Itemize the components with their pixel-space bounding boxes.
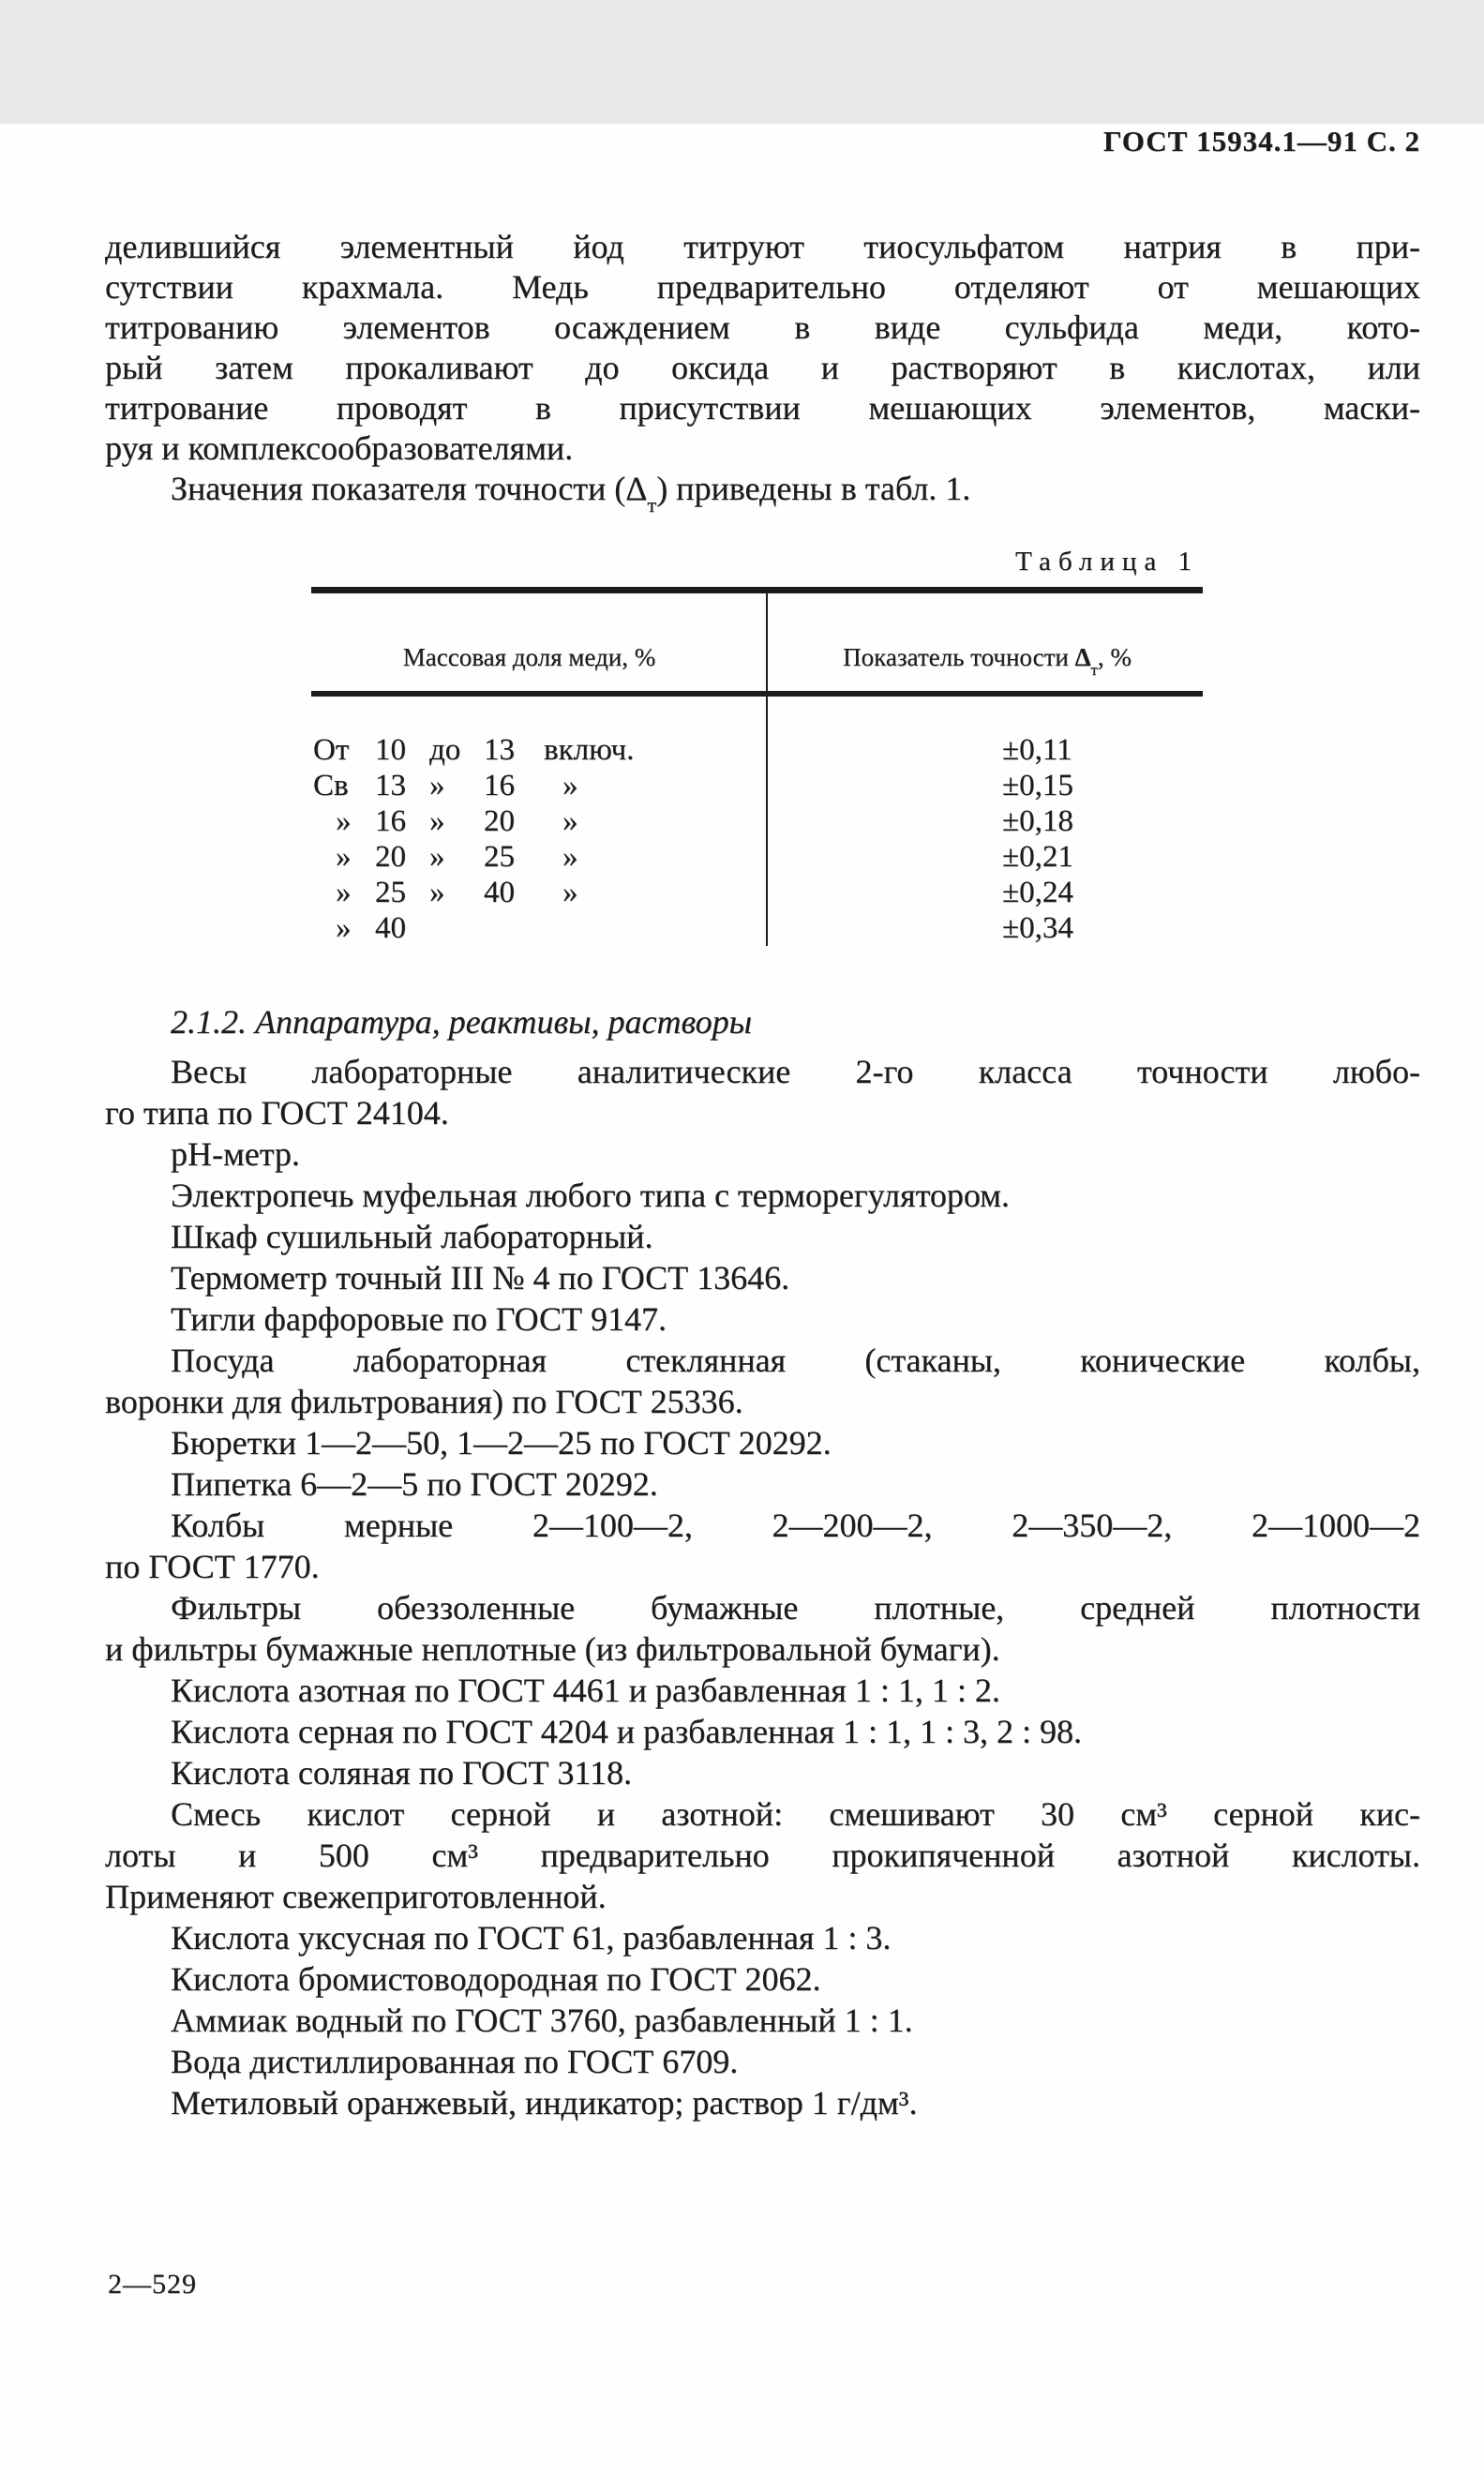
ditto-mark: » <box>429 804 445 838</box>
delta-symbol: Δ <box>1074 643 1091 671</box>
ditto-mark: » <box>336 804 352 838</box>
section-heading: 2.1.2. Аппаратура, реактивы, растворы <box>171 1003 752 1041</box>
range-token: 13 <box>375 769 406 802</box>
accuracy-value-cell: ±0,11 <box>1002 733 1072 767</box>
accuracy-value-cell: ±0,34 <box>1002 911 1073 945</box>
range-token: 40 <box>484 876 515 909</box>
ditto-mark: » <box>562 769 578 802</box>
mass-fraction-cell <box>311 732 766 768</box>
equipment-item <box>105 1670 1420 1711</box>
table-body <box>311 697 1203 946</box>
text-line: Кислота серная по ГОСТ 4204 и разбавленная 1 : 1, 1 : 3, 2 : 98. <box>171 1713 1083 1750</box>
equipment-item <box>105 1958 1420 2000</box>
text-line: Весы лабораторные аналитические 2-го класса точности любо- <box>171 1053 1420 1090</box>
header-text-pre: Показатель точности <box>843 643 1075 671</box>
equipment-item <box>105 1463 1420 1505</box>
range-token: 16 <box>484 769 515 802</box>
text-line: по ГОСТ 1770. <box>105 1548 320 1585</box>
text-line: рН-метр. <box>171 1135 300 1173</box>
text-line: воронки для фильтрования) по ГОСТ 25336. <box>105 1383 743 1420</box>
table-row <box>311 839 1203 875</box>
text-line: руя и комплексообразователями. <box>105 429 574 467</box>
text-line: делившийся элементный йод титруют тиосульфатом натрия в при- <box>105 228 1420 265</box>
accuracy-value-cell: ±0,24 <box>1002 876 1073 909</box>
table-row <box>311 875 1203 910</box>
ditto-mark: » <box>429 840 445 874</box>
column-header-accuracy <box>766 593 1203 691</box>
text-line: Кислота азотная по ГОСТ 4461 и разбавленная 1 : 1, 1 : 2. <box>171 1672 1000 1709</box>
ditto-mark: » <box>429 876 445 909</box>
text-line: Термометр точный III № 4 по ГОСТ 13646. <box>171 1259 790 1297</box>
text-line: Электропечь муфельная любого типа с терморегулятором. <box>171 1177 1010 1214</box>
table-1 <box>311 545 1203 946</box>
text-line: Смесь кислот серной и азотной: смешивают 30 см³ серной кис- <box>171 1795 1420 1833</box>
range-token: 25 <box>484 840 515 874</box>
column-header-mass-fraction: Массовая доля меди, % <box>402 643 656 671</box>
doc-number: ГОСТ 15934.1—91 С. 2 <box>1102 125 1420 157</box>
equipment-item <box>105 1505 1420 1587</box>
equipment-item <box>105 1133 1420 1175</box>
range-token: 20 <box>375 840 406 874</box>
text-line: сутствии крахмала. Медь предварительно отделяют от мешающих <box>105 268 1420 306</box>
accuracy-value-cell: ±0,21 <box>1002 840 1073 874</box>
equipment-item <box>105 1752 1420 1793</box>
equipment-item <box>105 1711 1420 1752</box>
delta-subscript: т <box>647 493 657 517</box>
mass-fraction-cell <box>311 875 766 910</box>
range-token: Св <box>313 769 349 802</box>
table-header-row <box>311 593 1203 691</box>
table-column-divider <box>766 593 768 946</box>
equipment-item <box>105 1422 1420 1463</box>
text-line: рый затем прокаливают до оксида и растворяют в кислотах, или <box>105 349 1420 386</box>
equipment-item <box>105 1051 1420 1133</box>
range-token: 20 <box>484 804 515 838</box>
mass-fraction-cell <box>311 839 766 875</box>
text-line: го типа по ГОСТ 24104. <box>105 1094 449 1132</box>
accuracy-table <box>311 587 1203 946</box>
table-caption: Таблица 1 <box>1014 547 1199 577</box>
text-line: Кислота уксусная по ГОСТ 61, разбавленная 1 : 3. <box>171 1919 892 1957</box>
table-row <box>311 732 1203 768</box>
ditto-mark: » <box>336 876 352 909</box>
text-line: и фильтры бумажные неплотные (из фильтровальной бумаги). <box>105 1630 1000 1668</box>
page-header <box>105 124 1420 159</box>
equipment-item <box>105 2000 1420 2041</box>
text-line: Применяют свежеприготовленной. <box>105 1878 607 1915</box>
text-line: Бюретки 1—2—50, 1—2—25 по ГОСТ 20292. <box>171 1424 832 1462</box>
range-token: 40 <box>375 911 406 945</box>
accuracy-text-pre: Значения показателя точности (Δ <box>171 470 648 507</box>
mass-fraction-cell <box>311 768 766 803</box>
text-line: Посуда лабораторная стеклянная (стаканы, конические колбы, <box>171 1342 1420 1379</box>
text-line: титрование проводят в присутствии мешающих элементов, маски- <box>105 389 1420 427</box>
text-line: Аммиак водный по ГОСТ 3760, разбавленный 1 : 1. <box>171 2002 913 2039</box>
table-row <box>311 768 1203 803</box>
equipment-item <box>105 1917 1420 1958</box>
equipment-item <box>105 1175 1420 1216</box>
intro-paragraph <box>105 227 1420 469</box>
document-page <box>0 124 1484 2474</box>
range-token: От <box>313 733 350 767</box>
ditto-mark: » <box>429 769 445 802</box>
header-delta-subscript: т <box>1090 661 1098 680</box>
text-line: Вода дистиллированная по ГОСТ 6709. <box>171 2043 739 2080</box>
range-token: 10 <box>375 733 406 767</box>
text-line: Кислота бромистоводородная по ГОСТ 2062. <box>171 1960 821 1998</box>
text-line: Фильтры обеззоленные бумажные плотные, средней плотности <box>171 1589 1420 1627</box>
accuracy-paragraph <box>105 469 1420 517</box>
ditto-mark: » <box>562 840 578 874</box>
mass-fraction-cell <box>311 803 766 839</box>
equipment-item <box>105 1216 1420 1257</box>
text-line: лоты и 500 см³ предварительно прокипяченной азотной кислоты. <box>105 1837 1420 1874</box>
range-token: 16 <box>375 804 406 838</box>
equipment-list <box>105 1051 1420 2123</box>
text-line: Шкаф сушильный лабораторный. <box>171 1218 653 1255</box>
text-line: Метиловый оранжевый, индикатор; раствор 1 г/дм³. <box>171 2084 918 2122</box>
equipment-item <box>105 1793 1420 1917</box>
range-token: включ. <box>544 733 635 767</box>
equipment-item <box>105 1340 1420 1422</box>
table-row <box>311 803 1203 839</box>
mass-fraction-cell <box>311 910 766 946</box>
text-line: титрованию элементов осаждением в виде сульфида меди, кото- <box>105 308 1420 346</box>
text-line: Тигли фарфоровые по ГОСТ 9147. <box>171 1300 667 1338</box>
ditto-mark: » <box>336 911 352 945</box>
page-footer: 2—529 <box>108 2269 197 2300</box>
equipment-item <box>105 2041 1420 2082</box>
accuracy-value-cell: ±0,15 <box>1002 769 1073 802</box>
range-token: 25 <box>375 876 406 909</box>
range-token: 13 <box>484 733 515 767</box>
equipment-item <box>105 1257 1420 1298</box>
ditto-mark: » <box>336 840 352 874</box>
accuracy-text-post: ) приведены в табл. 1. <box>656 470 971 507</box>
text-line: Колбы мерные 2—100—2, 2—200—2, 2—350—2, 2—1000—2 <box>171 1507 1420 1544</box>
text-line: Кислота соляная по ГОСТ 3118. <box>171 1754 633 1792</box>
ditto-mark: » <box>562 876 578 909</box>
accuracy-value-cell: ±0,18 <box>1002 804 1073 838</box>
header-text-post: , % <box>1097 643 1132 671</box>
ditto-mark: » <box>562 804 578 838</box>
equipment-item <box>105 2082 1420 2123</box>
range-token: до <box>429 733 461 767</box>
table-row <box>311 910 1203 946</box>
equipment-item <box>105 1587 1420 1670</box>
equipment-item <box>105 1298 1420 1340</box>
text-line: Пипетка 6—2—5 по ГОСТ 20292. <box>171 1465 658 1503</box>
